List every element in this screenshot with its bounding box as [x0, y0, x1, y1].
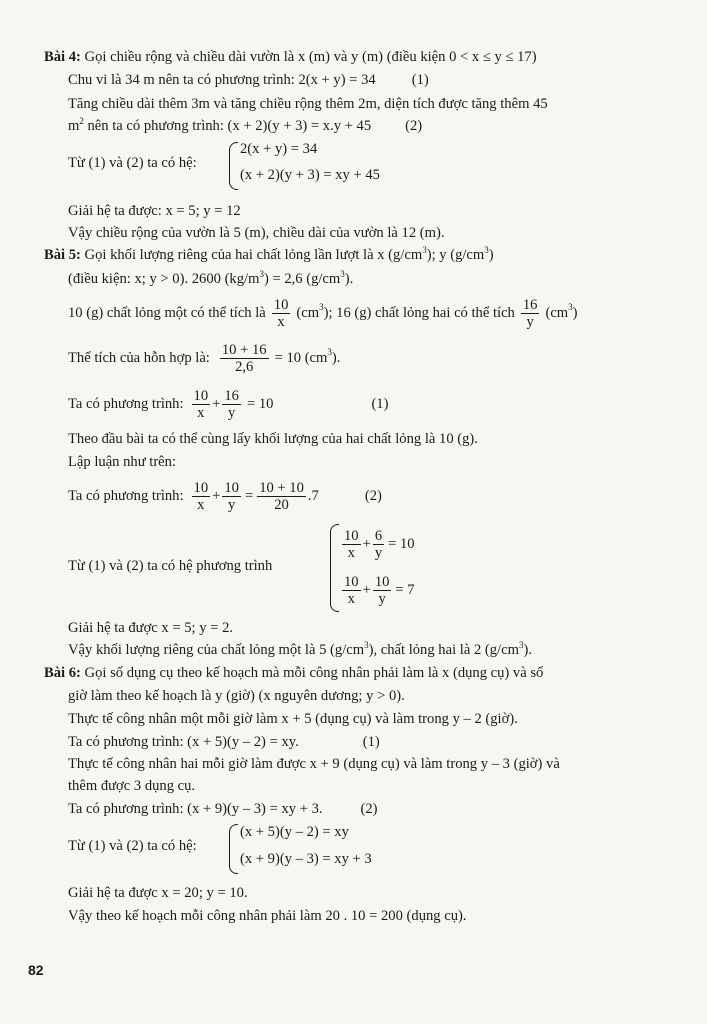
bai5-line9: Giải hệ ta được x = 5; y = 2.	[68, 620, 234, 636]
bai4-line3: Tăng chiều dài thêm 3m và tăng chiều rộng thêm 2m, diện tích được tăng thêm 45	[68, 96, 548, 112]
brace-icon	[229, 142, 238, 190]
bai4-line2: Chu vi là 34 m nên ta có phương trình: 2(x + y) = 34 (1)	[68, 72, 429, 88]
bai6-sys-row2: (x + 9)(y – 3) = xy + 3	[240, 851, 372, 867]
bai5-line2: (điều kiện: x; y > 0). 2600 $(kg/m^3) = 2,6$ $(g/cm^3)$.	[68, 269, 354, 287]
bai6-line8: Giải hệ ta được x = 20; y = 10.	[68, 885, 248, 901]
bai4-line5: Giải hệ ta được: x = 5; y = 12	[68, 203, 241, 219]
fraction: $\frac{10}{x}$	[344, 527, 359, 561]
bai4-system: Từ (1) và (2) ta có hệ: 2(x + y) = 34 (x + 2)(y + 3) = xy + 45	[68, 141, 468, 191]
fraction: $\frac{10}{x}$	[344, 573, 359, 607]
fraction: $\frac{10}{x}$	[193, 479, 209, 513]
bai6-line6: thêm được 3 dụng cụ.	[68, 778, 196, 794]
fraction: $\frac{10}{x}$	[273, 296, 289, 330]
bai4-sys-row2: (x + 2)(y + 3) = xy + 45	[240, 167, 380, 183]
bai4-line6: Vậy chiều rộng của vườn là 5 (m), chiều dài của vườn là 12 (m).	[68, 225, 445, 241]
bai6-line2: giờ làm theo kế hoạch là y (giờ) (x nguyên dương; y > 0).	[68, 688, 405, 704]
bai5-line8: Ta có phương trình: $\frac{10}{x}$ + $\frac{10}{y}$ = $\frac{10 + 10}{20}$ .7 (2)	[68, 479, 382, 513]
bai5-line7: Lập luận như trên:	[68, 454, 177, 470]
fraction: $\frac{10 + 16}{2,6}$	[221, 341, 267, 375]
bai5-system: Từ (1) và (2) ta có hệ phương trình $\frac{10}{x}$ + $\frac{6}{y}$ = 10 $\frac{10}{x}$ + $\frac{10}{y}$ = 7	[68, 522, 488, 614]
bai4-sys-row1: 2(x + y) = 34	[240, 141, 318, 157]
bai5-sys-row1: $\frac{10}{x}$ + $\frac{6}{y}$ = 10	[344, 527, 415, 561]
bai6-line5: Thực tế công nhân hai mỗi giờ làm được x + 9 (dụng cụ) và làm trong y – 3 (giờ) và	[68, 756, 560, 772]
fraction: $\frac{10}{y}$	[224, 479, 239, 513]
bai6-line3: Thực tế công nhân một mỗi giờ làm x + 5 (dụng cụ) và làm trong y – 2 (giờ).	[68, 711, 518, 727]
bai4-line4: $m^2$ nên ta có phương trình: (x + 2)(y + 3) = x.y + 45 (2)	[68, 116, 423, 134]
bai4-title: Bài 4:	[44, 49, 81, 65]
fraction: $\frac{10}{x}$	[193, 387, 209, 421]
bai6-sys-row1: (x + 5)(y – 2) = xy	[240, 824, 349, 840]
bai5-line5: Ta có phương trình: $\frac{10}{x}$ + $\frac{16}{y}$ = 10 (1)	[68, 387, 389, 421]
bai5-line1: Bài 5: Gọi khối lượng riêng của hai chất lỏng lần lượt là x $(g/cm^3)$; y $(g/cm^3)$	[44, 245, 494, 263]
fraction: $\frac{16}{y}$	[224, 387, 239, 421]
page-number: 82	[28, 962, 44, 978]
bai6-line1: Bài 6: Gọi số dụng cụ theo kế hoạch mà mỗi công nhân phải làm là x (dụng cụ) và số	[44, 665, 544, 681]
fraction: $\frac{6}{y}$	[374, 527, 383, 561]
bai6-system: Từ (1) và (2) ta có hệ: (x + 5)(y – 2) = xy (x + 9)(y – 3) = xy + 3	[68, 823, 468, 875]
bai4-line1: Bài 4: Gọi chiều rộng và chiều dài vườn là x (m) và y (m) (điều kiện 0 < x ≤ y ≤ 17)	[44, 49, 537, 65]
bai5-title: Bài 5:	[44, 247, 81, 263]
bai5-line4: Thể tích của hỗn hợp là: $\frac{10 + 16}{2,6}$ = 10 (cm 3 ).	[68, 341, 341, 375]
bai6-line9: Vậy theo kế hoạch mỗi công nhân phải làm 20 . 10 = 200 (dụng cụ).	[68, 908, 467, 924]
brace-icon	[330, 524, 339, 612]
bai5-line3: 10 (g) chất lỏng một có thể tích là $\frac{10}{x}$ (cm 3 ); 16 (g) chất lỏng hai có thể tích $\frac{16}{y}$ (cm 3 )	[68, 296, 578, 330]
fraction: $\frac{10}{y}$	[374, 573, 390, 607]
bai6-title: Bài 6:	[44, 665, 81, 681]
fraction: $\frac{16}{y}$	[522, 296, 538, 330]
bai5-sys-row2: $\frac{10}{x}$ + $\frac{10}{y}$ = 7	[344, 573, 415, 607]
brace-icon	[229, 824, 238, 874]
bai6-line4: Ta có phương trình: (x + 5)(y – 2) = xy. (1)	[68, 734, 380, 750]
bai5-line6: Theo đầu bài ta có thể cùng lấy khối lượng của hai chất lỏng là 10 (g).	[68, 431, 478, 447]
bai6-line7: Ta có phương trình: (x + 9)(y – 3) = xy + 3. (2)	[68, 801, 378, 817]
bai5-line10: Vậy khối lượng riêng của chất lỏng một là 5 $(g/cm^3)$, chất lỏng hai là 2 $(g/cm^3)$.	[68, 640, 532, 658]
fraction: $\frac{10 + 10}{20}$	[259, 479, 304, 513]
